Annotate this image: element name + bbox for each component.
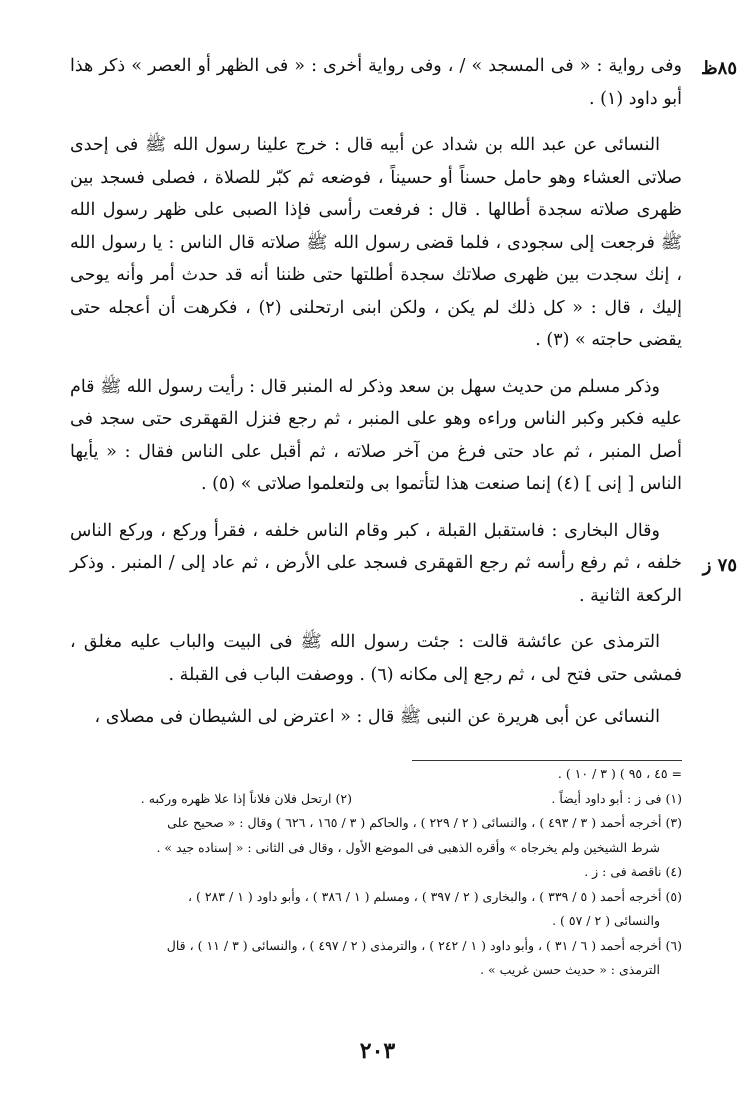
margin-note-middle: ٧٥ ز <box>702 555 737 576</box>
paragraph-3: وذكر مسلم من حديث سهل بن سعد وذكر له المنبر قال : رأيت رسول الله ﷺ قام عليه فكبر وكبر الناس وراءه وهو على المنبر ، ثم رجع فنزل القهقرى حتى سجد فى أصل المنبر ، ثم عاد حتى فرغ من آخر صلاته ، ثم أقبل على الناس فقال : « يأيها الناس [ إنى ] (٤) إنما صنعت هذا لتأتموا بى ولتعلموا صلاتى » (٥) . <box>70 376 682 494</box>
footnote-separator <box>412 760 682 761</box>
footnote-5: (٥) أخرجه أحمد ( ٥ / ٣٣٩ ) ، والبخارى ( ٢ / ٣٩٧ ) ، ومسلم ( ١ / ٣٨٦ ) ، وأبو داود ( ١ / ٢٨٣ ) ، <box>188 888 682 904</box>
page-number: ٢٠٣ <box>359 1038 396 1064</box>
footnote-2: (٢) ارتحل فلان فلاناً إذا علا ظهره وركبه . <box>140 790 352 806</box>
footnote-6-cont: الترمذى : « حديث حسن غريب » . <box>480 962 660 977</box>
paragraph-4: وقال البخارى : فاستقبل القبلة ، كبر وقام الناس خلفه ، فقرأ وركع ، وركع الناس خلفه ، ثم رفع رأسه ثم رجع القهقرى فسجد على الأرض ، ثم عاد إلى / المنبر . وذكر الركعة الثانية . <box>70 520 682 606</box>
footnote-4: (٤) ناقصة فى : ز . <box>584 864 682 879</box>
footnote-1: (١) فى ز : أبو داود أيضاً . <box>551 790 682 806</box>
footnote-3: (٣) أخرجه أحمد ( ٣ / ٤٩٣ ) ، والنسائى ( ٢ / ٢٢٩ ) ، والحاكم ( ٣ / ١٦٥ ، ٦٢٦ ) وقال : « صحيح على <box>167 815 682 830</box>
paragraph-5: الترمذى عن عائشة قالت : جئت رسول الله ﷺ فى البيت والباب عليه مغلق ، فمشى حتى فتح لى ، ثم رجع إلى مكانه (٦) . ووصفت الباب فى القبلة . <box>70 632 682 685</box>
footnote-6: (٦) أخرجه أحمد ( ٦ / ٣١ ) ، وأبو داود ( ١ / ٢٤٢ ) ، والترمذى ( ٢ / ٤٩٧ ) ، والنسائى ( ٣ / ١١ ) ، قال <box>166 937 682 953</box>
footnote-continuation: = ٤٥ ، ٩٥ ) ( ٣ / ١٠ ) . <box>557 766 682 781</box>
paragraph-1: وفى رواية : « فى المسجد » / ، وفى رواية أخرى : « فى الظهر أو العصر » ذكر هذا أبو داود (١) . <box>70 56 682 109</box>
footnotes <box>70 762 682 983</box>
footnote-row-1-2 <box>70 787 682 812</box>
paragraph-6: النسائى عن أبى هريرة عن النبى ﷺ قال : « اعترض لى الشيطان فى مصلاى ، <box>94 707 660 727</box>
paragraph-2: النسائى عن عبد الله بن شداد عن أبيه قال : خرج علينا رسول الله ﷺ فى إحدى صلاتى العشاء وهو حامل حسناً أو حسيناً ، فوضعه ثم كبّر للصلاة ، فصلى فسجد بين ظهرى صلاته سجدة أطالها . قال : فرفعت رأسى فإذا الصبى على ظهر رسول الله ﷺ فرجعت إلى سجودى ، فلما قضى رسول الله ﷺ صلاته قال الناس : يا رسول الله ، إنك سجدت بين ظهرى صلاتك سجدة أطلتها حتى ظننا أنه قد حدث أمر وأنه يوحى إليك ، قال : « كل ذلك لم يكن ، ولكن ابنى ارتحلنى (٢) ، فكرهت أن أعجله حتى يقضى حاجته » (٣) . <box>70 135 683 350</box>
footnote-3-cont: شرط الشيخين ولم يخرجاه » وأقره الذهبى فى الموضع الأول ، وقال فى الثانى : « إسناده جيد » . <box>156 839 660 855</box>
main-text <box>70 50 682 748</box>
footnote-5-cont: والنسائى ( ٢ / ٥٧ ) . <box>552 913 660 928</box>
margin-note-top: ٨٥ظ <box>701 58 737 79</box>
